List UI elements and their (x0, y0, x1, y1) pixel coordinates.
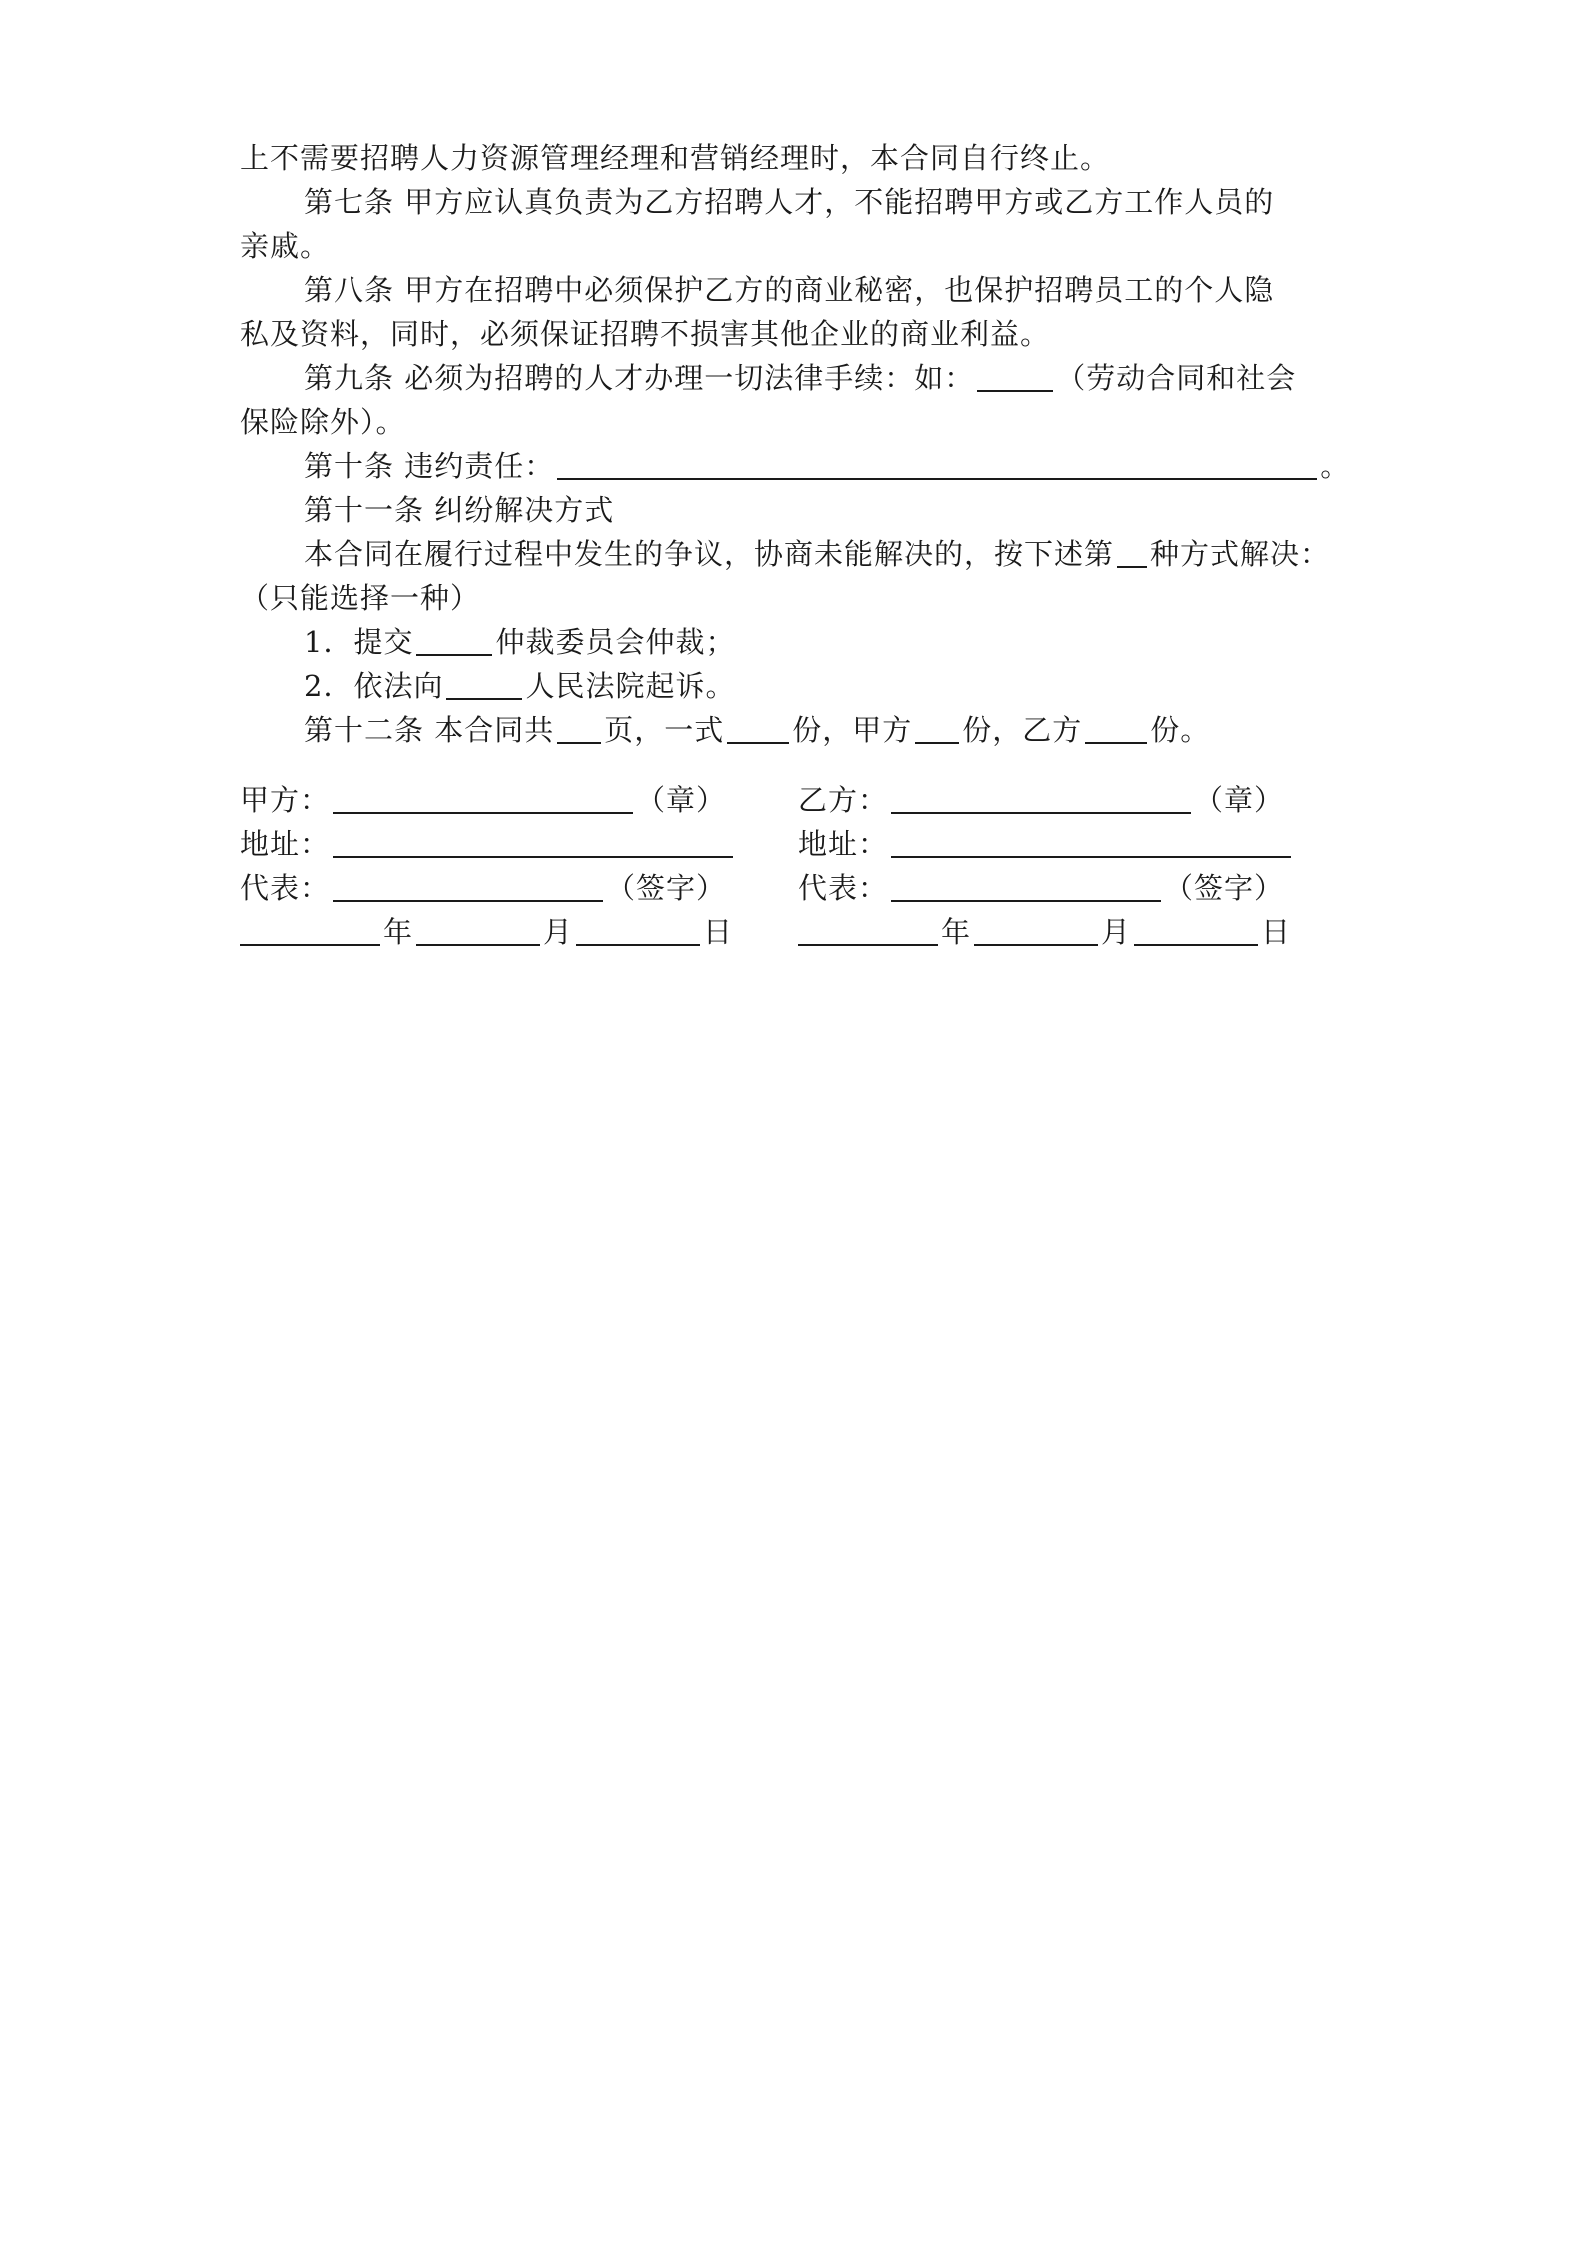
arbitration-committee-blank[interactable] (416, 624, 492, 656)
party-b-year-blank[interactable] (798, 914, 938, 946)
clause-9-continuation: 保险除外）。 (240, 405, 406, 439)
party-a-address-blank[interactable] (333, 826, 733, 858)
party-b-name-blank[interactable] (891, 782, 1191, 814)
clause-11: 第十一条 纠纷解决方式 (304, 493, 615, 527)
method-number-blank[interactable] (1117, 536, 1147, 568)
clause-7: 第七条 甲方应认真负责为乙方招聘人才，不能招聘甲方或乙方工作人员的 (304, 185, 1275, 219)
party-b-month-blank[interactable] (974, 914, 1098, 946)
copies-blank[interactable] (727, 712, 789, 744)
party-a-month-blank[interactable] (416, 914, 540, 946)
party-a-day-blank[interactable] (576, 914, 700, 946)
party-b-address-blank[interactable] (891, 826, 1291, 858)
clause-11-note: （只能选择一种） (240, 581, 481, 615)
court-blank[interactable] (446, 668, 522, 700)
party-a-rep-blank[interactable] (333, 870, 603, 902)
clause-9: 第九条 必须为招聘的人才办理一切法律手续：如： （劳动合同和社会 (304, 361, 1297, 395)
party-b-copies-blank[interactable] (1085, 712, 1147, 744)
clause-8: 第八条 甲方在招聘中必须保护乙方的商业秘密，也保护招聘员工的个人隐 (304, 273, 1275, 307)
party-a-address-row: 地址： (240, 824, 736, 864)
legal-procedures-blank[interactable] (977, 360, 1053, 392)
clause-7-continuation: 亲戚。 (240, 229, 331, 263)
clause-12: 第十二条 本合同共 页，一式 份，甲方 份，乙方 份。 (304, 713, 1211, 747)
party-a-row: 甲方： （章） (240, 783, 727, 817)
clause-6-continuation: 上不需要招聘人力资源管理经理和营销经理时，本合同自行终止。 (240, 141, 1111, 175)
party-a-copies-blank[interactable] (915, 712, 959, 744)
option-1: 1．提交 仲裁委员会仲裁； (304, 625, 736, 659)
party-a-date-row: 年 月 日 (240, 912, 733, 952)
party-b-rep-blank[interactable] (891, 870, 1161, 902)
party-b-rep-row: 代表： （签字） (798, 871, 1285, 905)
party-b-day-blank[interactable] (1134, 914, 1258, 946)
party-b-date-row: 年 月 日 (798, 912, 1291, 952)
liability-blank[interactable] (557, 448, 1317, 480)
party-a-rep-row: 代表： （签字） (240, 871, 727, 905)
party-a-name-blank[interactable] (333, 782, 633, 814)
option-2: 2．依法向 人民法院起诉。 (304, 669, 736, 703)
party-a-year-blank[interactable] (240, 914, 380, 946)
clause-11-text: 本合同在履行过程中发生的争议，协商未能解决的，按下述第 种方式解决： (304, 537, 1331, 571)
clause-8-continuation: 私及资料，同时，必须保证招聘不损害其他企业的商业利益。 (240, 317, 1051, 351)
clause-10: 第十条 违约责任： 。 (304, 449, 1351, 483)
party-b-row: 乙方： （章） (798, 783, 1285, 817)
party-b-address-row: 地址： (798, 824, 1294, 864)
pages-blank[interactable] (557, 712, 601, 744)
